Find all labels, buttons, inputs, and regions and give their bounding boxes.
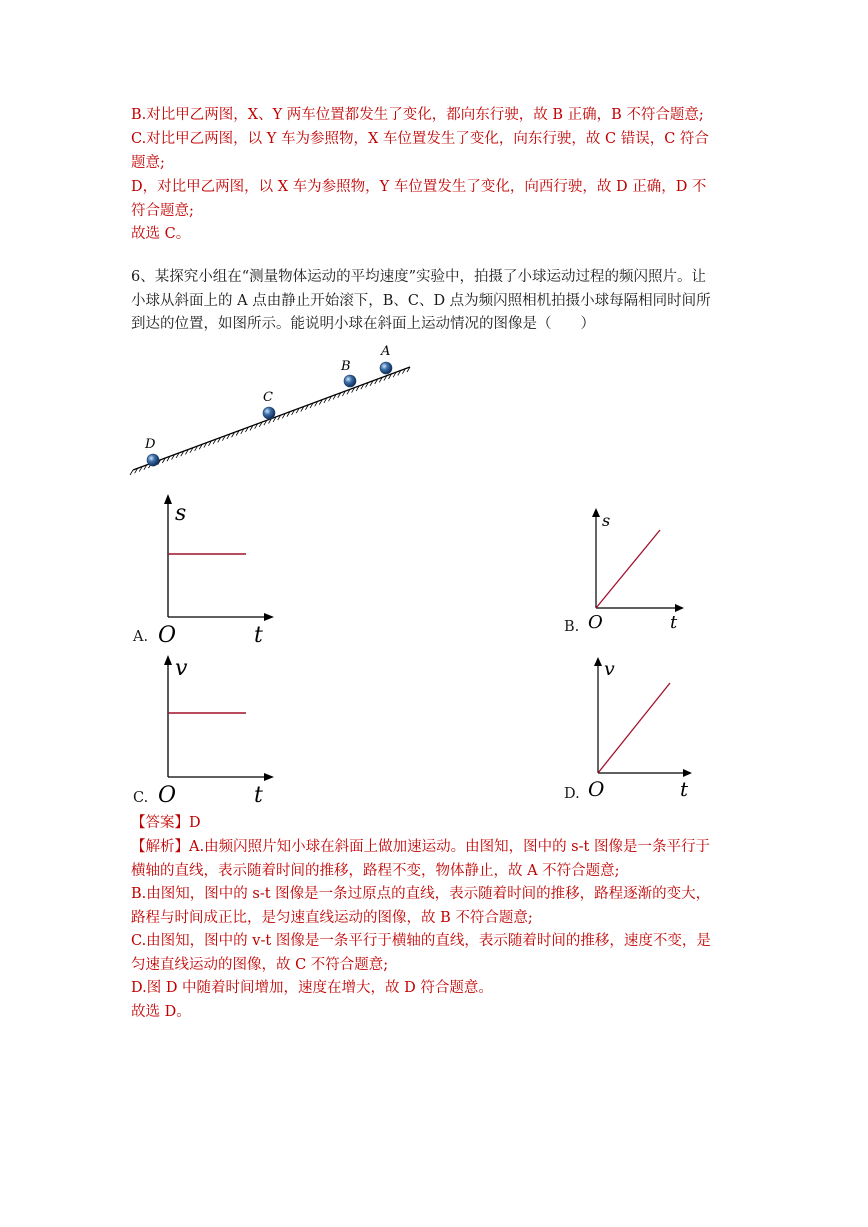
y-axis-arrow bbox=[594, 657, 602, 666]
question-line: 6、某探究小组在“测量物体运动的平均速度”实验中，拍摄了小球运动过程的频闪照片。让 bbox=[131, 269, 707, 285]
x-axis-label: t bbox=[670, 612, 678, 633]
option-b-label: B. bbox=[564, 619, 580, 635]
option-b-graph bbox=[582, 506, 692, 636]
point-label-a: A bbox=[381, 344, 391, 359]
analysis-line: B.由图知，图中的 s-t 图像是一条过原点的直线，表示随着时间的推移，路程逐渐的变大， bbox=[131, 886, 711, 902]
analysis-line: 匀速直线运动的图像，故 C 不符合题意; bbox=[131, 957, 389, 973]
origin-label: O bbox=[588, 777, 605, 801]
analysis-line: 横轴的直线，表示随着时间的推移，路程不变，物体静止，故 A 不符合题意; bbox=[131, 863, 620, 879]
prev-analysis-line: 故选 C。 bbox=[131, 226, 191, 242]
y-axis-label: s bbox=[602, 511, 611, 530]
incline-hatching bbox=[130, 367, 410, 475]
prev-analysis-line: C.对比甲乙两图，以 Y 车为参照物，X 车位置发生了变化，向东行驶，故 C 错误，C 符合 bbox=[131, 131, 709, 147]
point-label-b: B bbox=[341, 359, 351, 374]
prev-analysis-line: D，对比甲乙两图，以 X 车为参照物，Y 车位置发生了变化，向西行驶，故 D 正确，D 不 bbox=[131, 179, 707, 195]
option-a-graph bbox=[150, 492, 280, 647]
y-axis-arrow bbox=[592, 508, 600, 517]
ball-a bbox=[380, 362, 392, 374]
analysis-line: D.图 D 中随着时间增加，速度在增大，故 D 符合题意。 bbox=[131, 980, 493, 996]
hatch-mark bbox=[130, 470, 133, 475]
y-axis-label: s bbox=[175, 501, 187, 526]
option-d-label: D. bbox=[564, 786, 580, 802]
point-label-d: D bbox=[145, 437, 156, 452]
x-axis-arrow bbox=[675, 604, 684, 612]
prev-analysis-line: 题意; bbox=[131, 155, 165, 171]
question-line: 到达的位置，如图所示。能说明小球在斜面上运动情况的图像是（ ） bbox=[131, 316, 595, 332]
x-axis-arrow bbox=[683, 769, 692, 777]
analysis-line: 路程与时间成正比，是匀速直线运动的图像，故 B 不符合题意; bbox=[131, 910, 533, 926]
origin-label: O bbox=[158, 623, 177, 648]
y-axis-label: v bbox=[604, 658, 615, 680]
x-axis-arrow bbox=[264, 613, 274, 621]
origin-label: O bbox=[158, 783, 177, 808]
prev-analysis-line: B.对比甲乙两图，X、Y 两车位置都发生了变化，都向东行驶，故 B 正确，B 不符合题意; bbox=[131, 107, 704, 123]
option-a-label: A. bbox=[133, 629, 149, 645]
option-c-graph bbox=[150, 653, 280, 808]
x-axis-arrow bbox=[264, 773, 274, 781]
analysis-line: 【解析】A.由频闪照片知小球在斜面上做加速运动。由图知，图中的 s-t 图像是一条平行于 bbox=[131, 839, 710, 855]
answer: 【答案】D bbox=[131, 815, 201, 831]
ball-c bbox=[263, 407, 275, 419]
analysis-line: 故选 D。 bbox=[131, 1004, 191, 1020]
origin-label: O bbox=[588, 612, 603, 633]
x-axis-label: t bbox=[680, 777, 689, 801]
incline-figure bbox=[125, 340, 425, 480]
analysis-line: C.由图知，图中的 v-t 图像是一条平行于横轴的直线，表示随着时间的推移，速度不变，是 bbox=[131, 933, 711, 949]
ball-d bbox=[147, 454, 159, 466]
x-axis-label: t bbox=[254, 783, 263, 808]
point-label-c: C bbox=[263, 390, 273, 405]
graph-line bbox=[598, 683, 670, 773]
graph-line bbox=[596, 530, 660, 608]
question-line: 小球从斜面上的 A 点由静止开始滚下，B、C、D 点为频闪照相机拍摄小球每隔相同时间所 bbox=[131, 293, 711, 309]
option-d-graph bbox=[582, 655, 702, 800]
y-axis-arrow bbox=[164, 655, 172, 665]
x-axis-label: t bbox=[254, 623, 263, 648]
ball-b bbox=[344, 375, 356, 387]
y-axis-label: v bbox=[175, 656, 188, 681]
option-c-label: C. bbox=[133, 790, 149, 806]
prev-analysis-line: 符合题意; bbox=[131, 203, 194, 219]
y-axis-arrow bbox=[164, 494, 172, 504]
